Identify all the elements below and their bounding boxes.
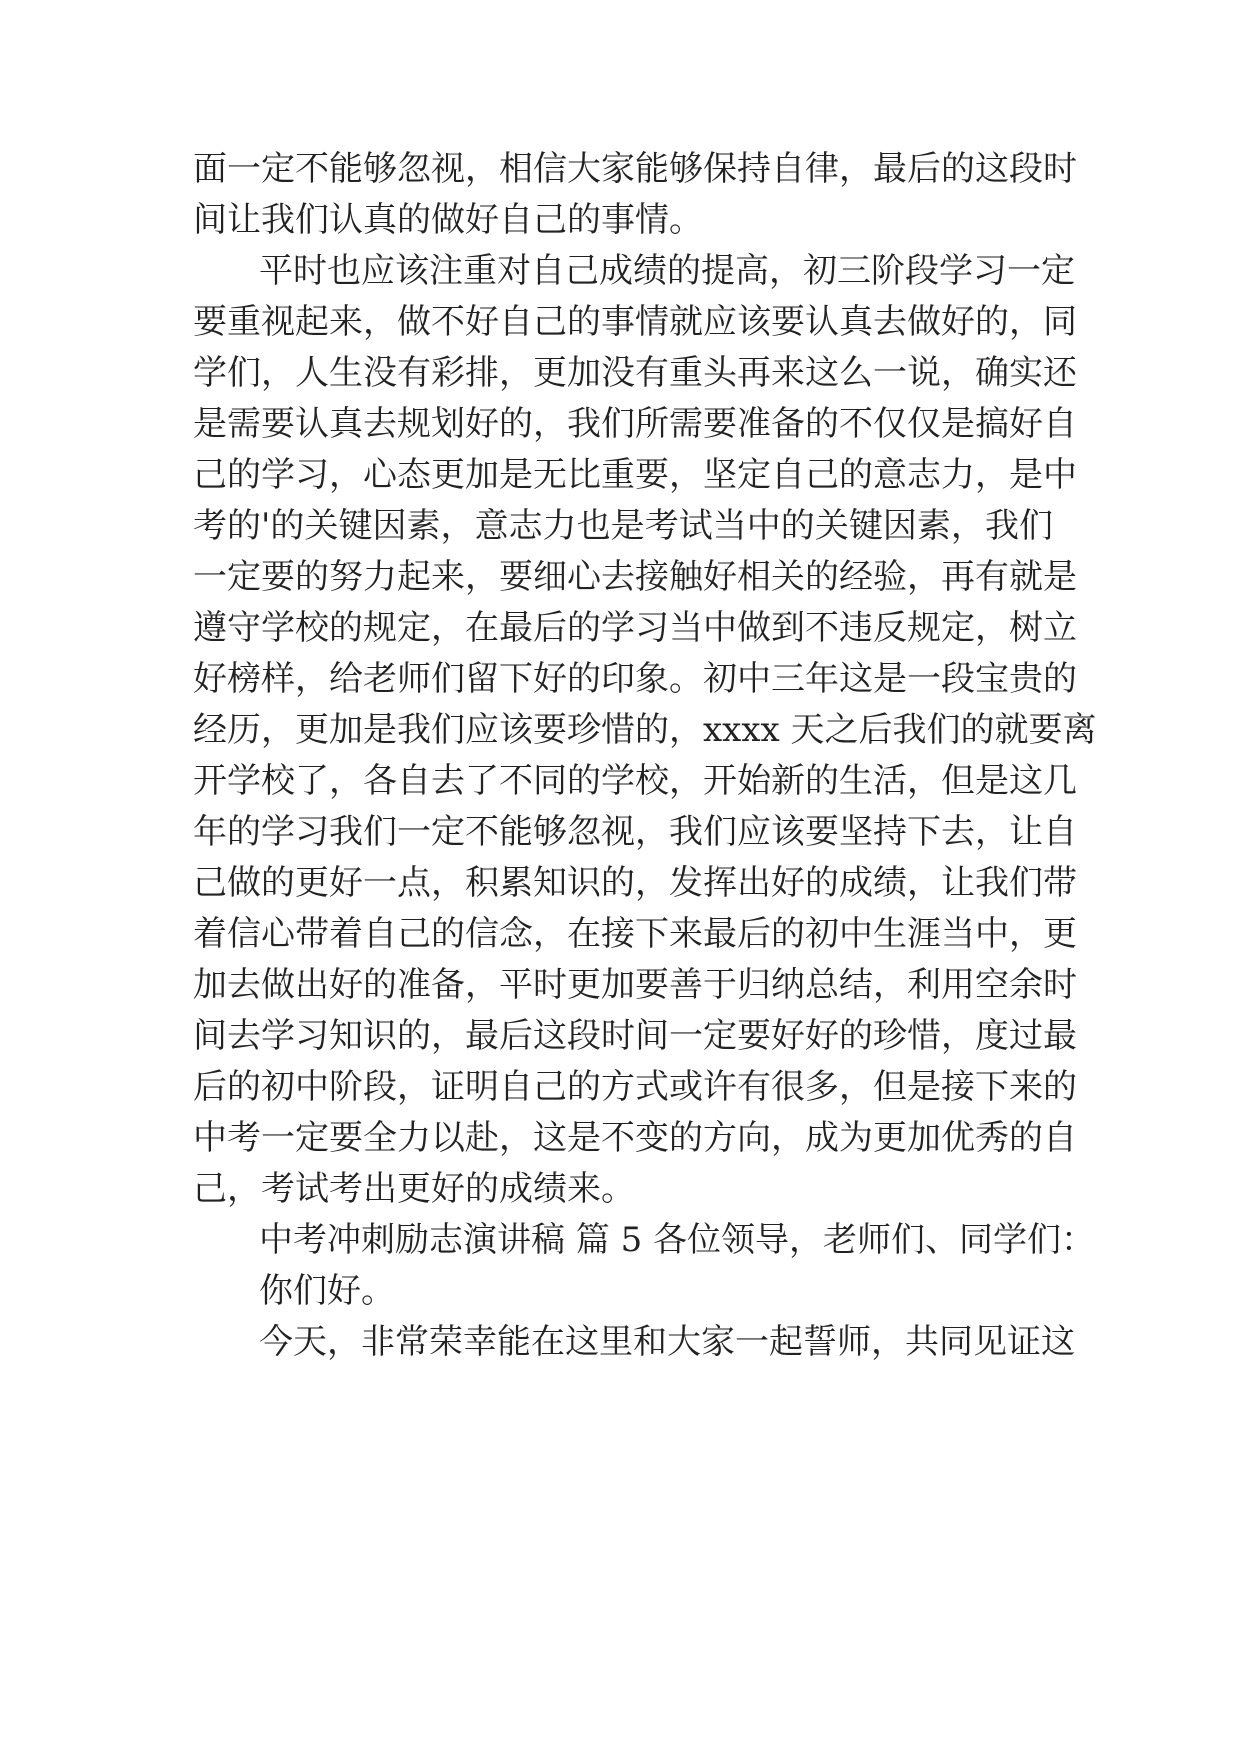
paragraph-line: 己的学习，心态更加是无比重要，坚定自己的意志力，是中 [193, 455, 1077, 495]
paragraph-line: 加去做出好的准备，平时更加要善于归纳总结，利用空余时 [193, 965, 1077, 1005]
paragraph-line: 学们，人生没有彩排，更加没有重头再来这么一说，确实还 [193, 353, 1077, 393]
paragraph-line: 己做的更好一点，积累知识的，发挥出好的成绩，让我们带 [193, 863, 1077, 903]
paragraph-line: 后的初中阶段，证明自己的方式或许有很多，但是接下来的 [193, 1067, 1077, 1107]
section-heading-line: 中考冲刺励志演讲稿 篇 5 各位领导，老师们、同学们： [259, 1220, 1096, 1260]
paragraph-line: 面一定不能够忽视，相信大家能够保持自律，最后的这段时 [193, 149, 1077, 189]
paragraph-line: 一定要的努力起来，要细心去接触好相关的经验，再有就是 [193, 557, 1077, 597]
paragraph-line: 开学校了，各自去了不同的学校，开始新的生活，但是这几 [193, 761, 1077, 801]
paragraph-line: 是需要认真去规划好的，我们所需要准备的不仅仅是搞好自 [193, 404, 1077, 444]
paragraph-line: 今天，非常荣幸能在这里和大家一起誓师，共同见证这 [259, 1322, 1075, 1362]
paragraph-line: 平时也应该注重对自己成绩的提高，初三阶段学习一定 [259, 251, 1075, 291]
paragraph-line: 间去学习知识的，最后这段时间一定要好好的珍惜，度过最 [193, 1016, 1077, 1056]
paragraph-line: 着信心带着自己的信念，在接下来最后的初中生涯当中，更 [193, 914, 1077, 954]
paragraph-line: 己，考试考出更好的成绩来。 [193, 1169, 635, 1209]
paragraph-line: 考的'的关键因素，意志力也是考试当中的关键因素，我们 [193, 506, 1053, 546]
paragraph-line: 好榜样，给老师们留下好的印象。初中三年这是一段宝贵的 [193, 659, 1077, 699]
paragraph-line: 要重视起来，做不好自己的事情就应该要认真去做好的，同 [193, 302, 1077, 342]
paragraph-line: 遵守学校的规定，在最后的学习当中做到不违反规定，树立 [193, 608, 1077, 648]
greeting-line: 你们好。 [259, 1271, 395, 1311]
paragraph-line: 间让我们认真的做好自己的事情。 [193, 200, 703, 240]
paragraph-line: 中考一定要全力以赴，这是不变的方向，成为更加优秀的自 [193, 1118, 1077, 1158]
paragraph-line: 经历，更加是我们应该要珍惜的，xxxx 天之后我们的就要离 [193, 710, 1097, 750]
paragraph-line: 年的学习我们一定不能够忽视，我们应该要坚持下去，让自 [193, 812, 1077, 852]
